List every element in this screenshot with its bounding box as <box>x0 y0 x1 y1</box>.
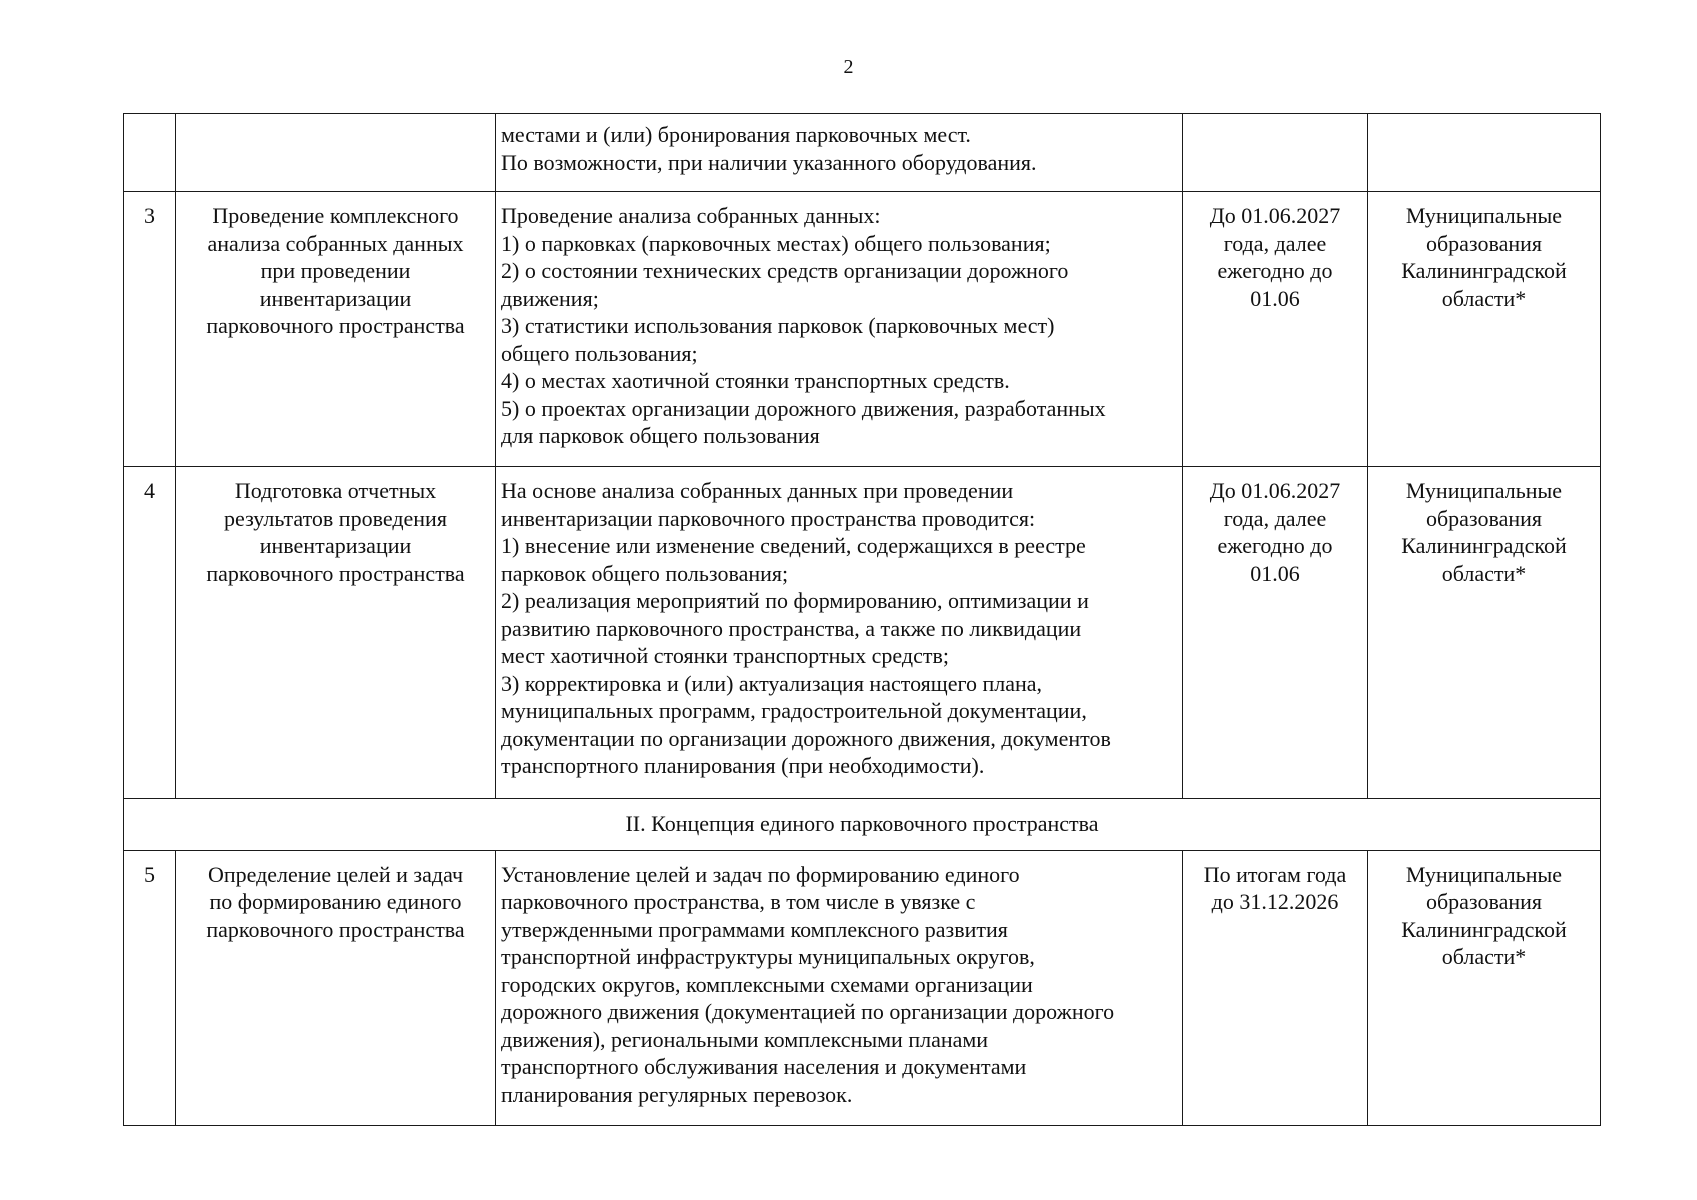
plan-table <box>123 113 1601 1126</box>
name-line: парковочного пространства <box>206 560 465 586</box>
cell-number: 4 <box>124 467 176 799</box>
cell-term <box>1183 114 1368 192</box>
name-line: Проведение комплексного <box>212 203 459 228</box>
cell-term <box>1183 467 1368 799</box>
description-line: парковок общего пользования; <box>501 560 789 586</box>
name-line: при проведении <box>260 258 411 283</box>
description-line: инвентаризации парковочного пространства проводится: <box>501 505 1036 531</box>
term-line: ежегодно до <box>1217 258 1333 283</box>
description-line: транспортного обслуживания населения и документами <box>501 1054 1027 1079</box>
description-line: развитию парковочного пространства, а также по ликвидации <box>501 615 1082 641</box>
term-line: 01.06 <box>1250 560 1300 586</box>
description-line: движения; <box>501 285 599 311</box>
responsible-line: образования <box>1425 505 1543 531</box>
name-line: результатов проведения <box>224 505 447 531</box>
name-line: по формированию единого <box>209 889 462 914</box>
responsible-line: образования <box>1425 889 1543 914</box>
cell-responsible <box>1368 192 1601 467</box>
term-line: до 31.12.2026 <box>1211 889 1339 914</box>
term-line: До 01.06.2027 <box>1209 478 1341 503</box>
description-line: планирования регулярных перевозок. <box>501 1081 853 1107</box>
name-line: инвентаризации <box>259 285 412 311</box>
responsible-line: Муниципальные <box>1405 478 1563 503</box>
description-line: движения), региональными комплексными планами <box>501 1026 989 1052</box>
cell-description <box>496 114 1183 192</box>
description-line: общего пользования; <box>501 340 698 366</box>
description-line: городских округов, комплексными схемами организации <box>501 971 1033 997</box>
table-row <box>124 192 1601 467</box>
cell-name <box>176 114 496 192</box>
description-line: 1) внесение или изменение сведений, содержащихся в реестре <box>501 533 1086 558</box>
cell-description <box>496 467 1183 799</box>
description-line: парковочного пространства, в том числе в увязке с <box>501 889 976 914</box>
term-line: года, далее <box>1223 230 1327 256</box>
page-number: 2 <box>843 56 854 78</box>
responsible-line: Калининградской <box>1401 916 1567 942</box>
table-row <box>124 467 1601 799</box>
name-line: анализа собранных данных <box>207 230 464 256</box>
description-line: 2) о состоянии технических средств организации дорожного <box>501 258 1069 283</box>
description-line: дорожного движения (документацией по организации дорожного <box>501 999 1115 1024</box>
description-line: документации по организации дорожного движения, документов <box>501 725 1111 751</box>
cell-number <box>124 114 176 192</box>
responsible-line: области* <box>1441 944 1527 969</box>
description-line: По возможности, при наличии указанного оборудования. <box>501 149 1037 175</box>
cell-term <box>1183 192 1368 467</box>
cell-number: 3 <box>124 192 176 467</box>
cell-description <box>496 192 1183 467</box>
name-line: инвентаризации <box>259 533 412 558</box>
cell-name <box>176 467 496 799</box>
cell-responsible <box>1368 467 1601 799</box>
name-line: Подготовка отчетных <box>234 478 437 503</box>
responsible-line: Калининградской <box>1401 258 1567 283</box>
responsible-line: области* <box>1441 285 1527 311</box>
cell-number: 5 <box>124 850 176 1125</box>
name-line: парковочного пространства <box>206 916 465 942</box>
term-line: До 01.06.2027 <box>1209 203 1341 228</box>
description-line: 4) о местах хаотичной стоянки транспортных средств. <box>501 368 1010 393</box>
description-line: утвержденными программами комплексного развития <box>501 916 1008 942</box>
description-line: 2) реализация мероприятий по формированию, оптимизации и <box>501 588 1089 613</box>
term-line: По итогам года <box>1203 861 1347 887</box>
cell-responsible <box>1368 850 1601 1125</box>
term-line: года, далее <box>1223 505 1327 531</box>
description-line: для парковок общего пользования <box>501 423 820 448</box>
cell-name <box>176 850 496 1125</box>
description-line: 1) о парковках (парковочных местах) общего пользования; <box>501 230 1051 256</box>
description-line: 3) статистики использования парковок (парковочных мест) <box>501 313 1055 338</box>
description-line: муниципальных программ, градостроительной документации, <box>501 698 1087 723</box>
description-line: транспортной инфраструктуры муниципальных округов, <box>501 944 1035 969</box>
cell-description <box>496 850 1183 1125</box>
description-line: Проведение анализа собранных данных: <box>501 203 881 228</box>
description-line: местами и (или) бронирования парковочных мест. <box>501 122 971 147</box>
cell-name <box>176 192 496 467</box>
term-line: ежегодно до <box>1217 533 1333 558</box>
description-line: Установление целей и задач по формированию единого <box>501 861 1020 887</box>
responsible-line: Калининградской <box>1401 533 1567 558</box>
description-line: 5) о проектах организации дорожного движения, разработанных <box>501 395 1106 421</box>
responsible-line: области* <box>1441 560 1527 586</box>
description-line: мест хаотичной стоянки транспортных средств; <box>501 643 949 668</box>
responsible-line: Муниципальные <box>1405 861 1563 887</box>
name-line: парковочного пространства <box>206 313 465 338</box>
cell-responsible <box>1368 114 1601 192</box>
term-line: 01.06 <box>1250 285 1300 311</box>
description-line: На основе анализа собранных данных при проведении <box>501 478 1014 503</box>
table-row <box>124 850 1601 1125</box>
table-row-continuation <box>124 114 1601 192</box>
description-line: транспортного планирования (при необходимости). <box>501 753 985 778</box>
description-line: 3) корректировка и (или) актуализация настоящего плана, <box>501 670 1042 696</box>
section-heading: II. Концепция единого парковочного пространства <box>124 799 1601 851</box>
responsible-line: Муниципальные <box>1405 203 1563 228</box>
section-row <box>124 799 1601 851</box>
responsible-line: образования <box>1425 230 1543 256</box>
name-line: Определение целей и задач <box>207 861 464 887</box>
cell-term <box>1183 850 1368 1125</box>
